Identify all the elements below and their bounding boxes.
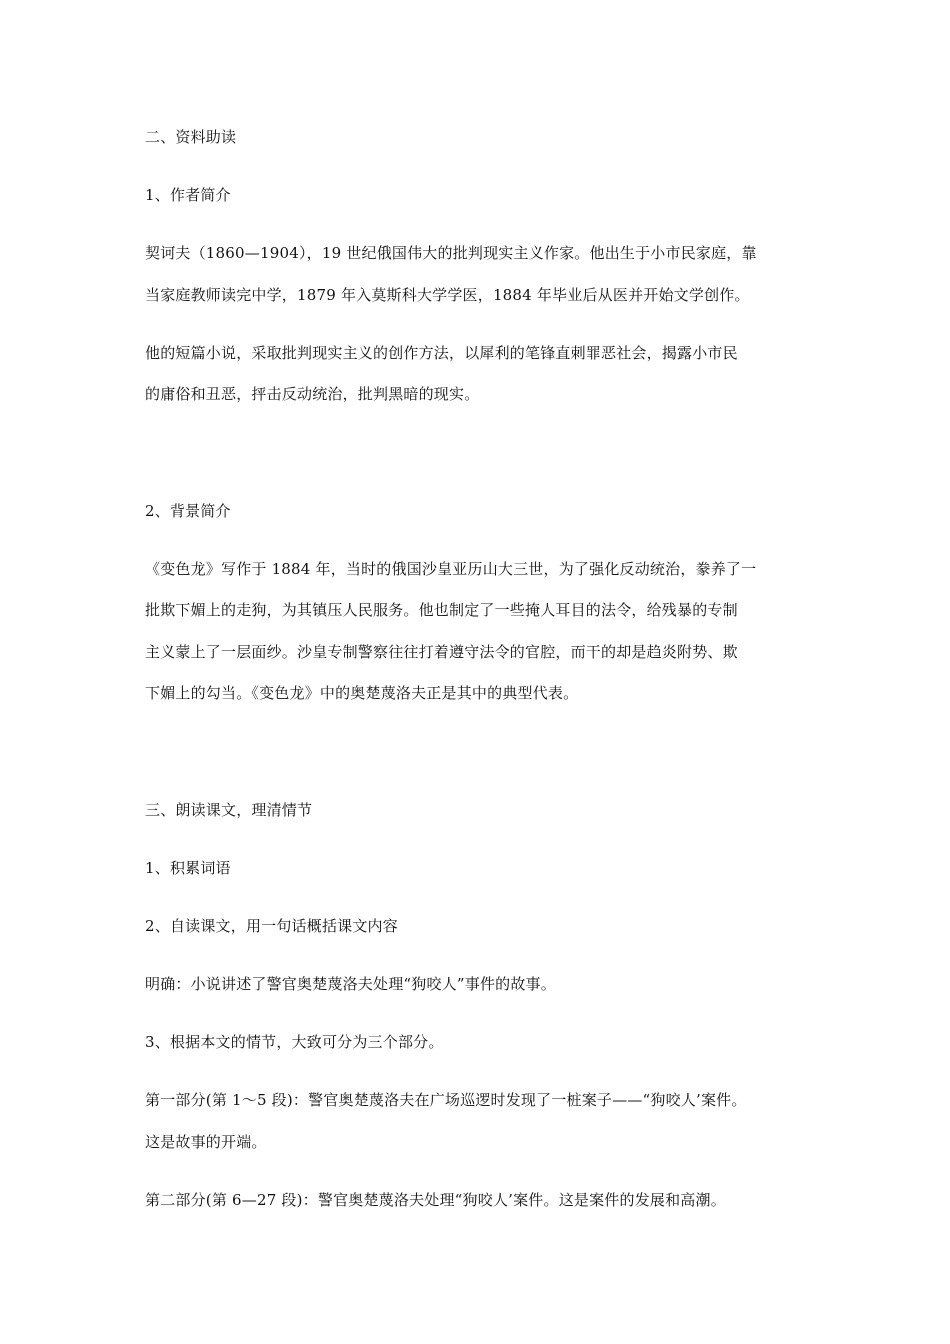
part-one-line-1: 第一部分(第 1～5 段)：警官奥楚蔑洛夫在广场巡逻时发现了一桩案子——“狗咬人’案件。: [145, 1091, 747, 1109]
item-self-reading: 2、自读课文，用一句话概括课文内容: [145, 917, 398, 935]
item-vocabulary: 1、积累词语: [145, 859, 231, 877]
paragraph-author-line-2: 当家庭教师读完中学，1879 年入莫斯科大学学医，1884 年毕业后从医并开始文学创作。: [145, 286, 750, 304]
section-heading-reading-text: 三、朗读课文，理清情节: [145, 801, 313, 819]
part-one-line-2: 这是故事的开端。: [145, 1133, 267, 1151]
paragraph-style-line-1: 他的短篇小说，采取批判现实主义的创作方法，以犀利的笔锋直刺罪恶社会，揭露小市民: [145, 344, 738, 362]
paragraph-background-line-1: 《变色龙》写作于 1884 年，当时的俄国沙皇亚历山大三世，为了强化反动统治，豢养了一: [145, 560, 757, 578]
paragraph-author-line-1: 契诃夫（1860—1904），19 世纪俄国伟大的批判现实主义作家。他出生于小市民家庭，靠: [145, 244, 757, 262]
subheading-author-intro: 1、作者简介: [145, 186, 231, 204]
paragraph-background-line-4: 下媚上的勾当。《变色龙》中的奥楚蔑洛夫正是其中的典型代表。: [145, 684, 579, 702]
paragraph-background-line-2: 批欺下媚上的走狗，为其镇压人民服务。他也制定了一些掩人耳目的法令，给残暴的专制: [145, 601, 738, 619]
paragraph-style-line-2: 的庸俗和丑恶，抨击反动统治，批判黑暗的现实。: [145, 385, 480, 403]
part-two-line-1: 第二部分(第 6—27 段)：警官奥楚蔑洛夫处理“狗咬人’案件。这是案件的发展和高潮。: [145, 1191, 726, 1209]
paragraph-background-line-3: 主义蒙上了一层面纱。沙皇专制警察往往打着遵守法令的官腔，而干的却是趋炎附势、欺: [145, 643, 738, 661]
answer-summary: 明确：小说讲述了警官奥楚蔑洛夫处理“狗咬人”事件的故事。: [145, 975, 556, 993]
item-structure: 3、根据本文的情节，大致可分为三个部分。: [145, 1033, 444, 1051]
section-heading-reading-materials: 二、资料助读: [145, 128, 237, 146]
subheading-background-intro: 2、背景简介: [145, 502, 231, 520]
